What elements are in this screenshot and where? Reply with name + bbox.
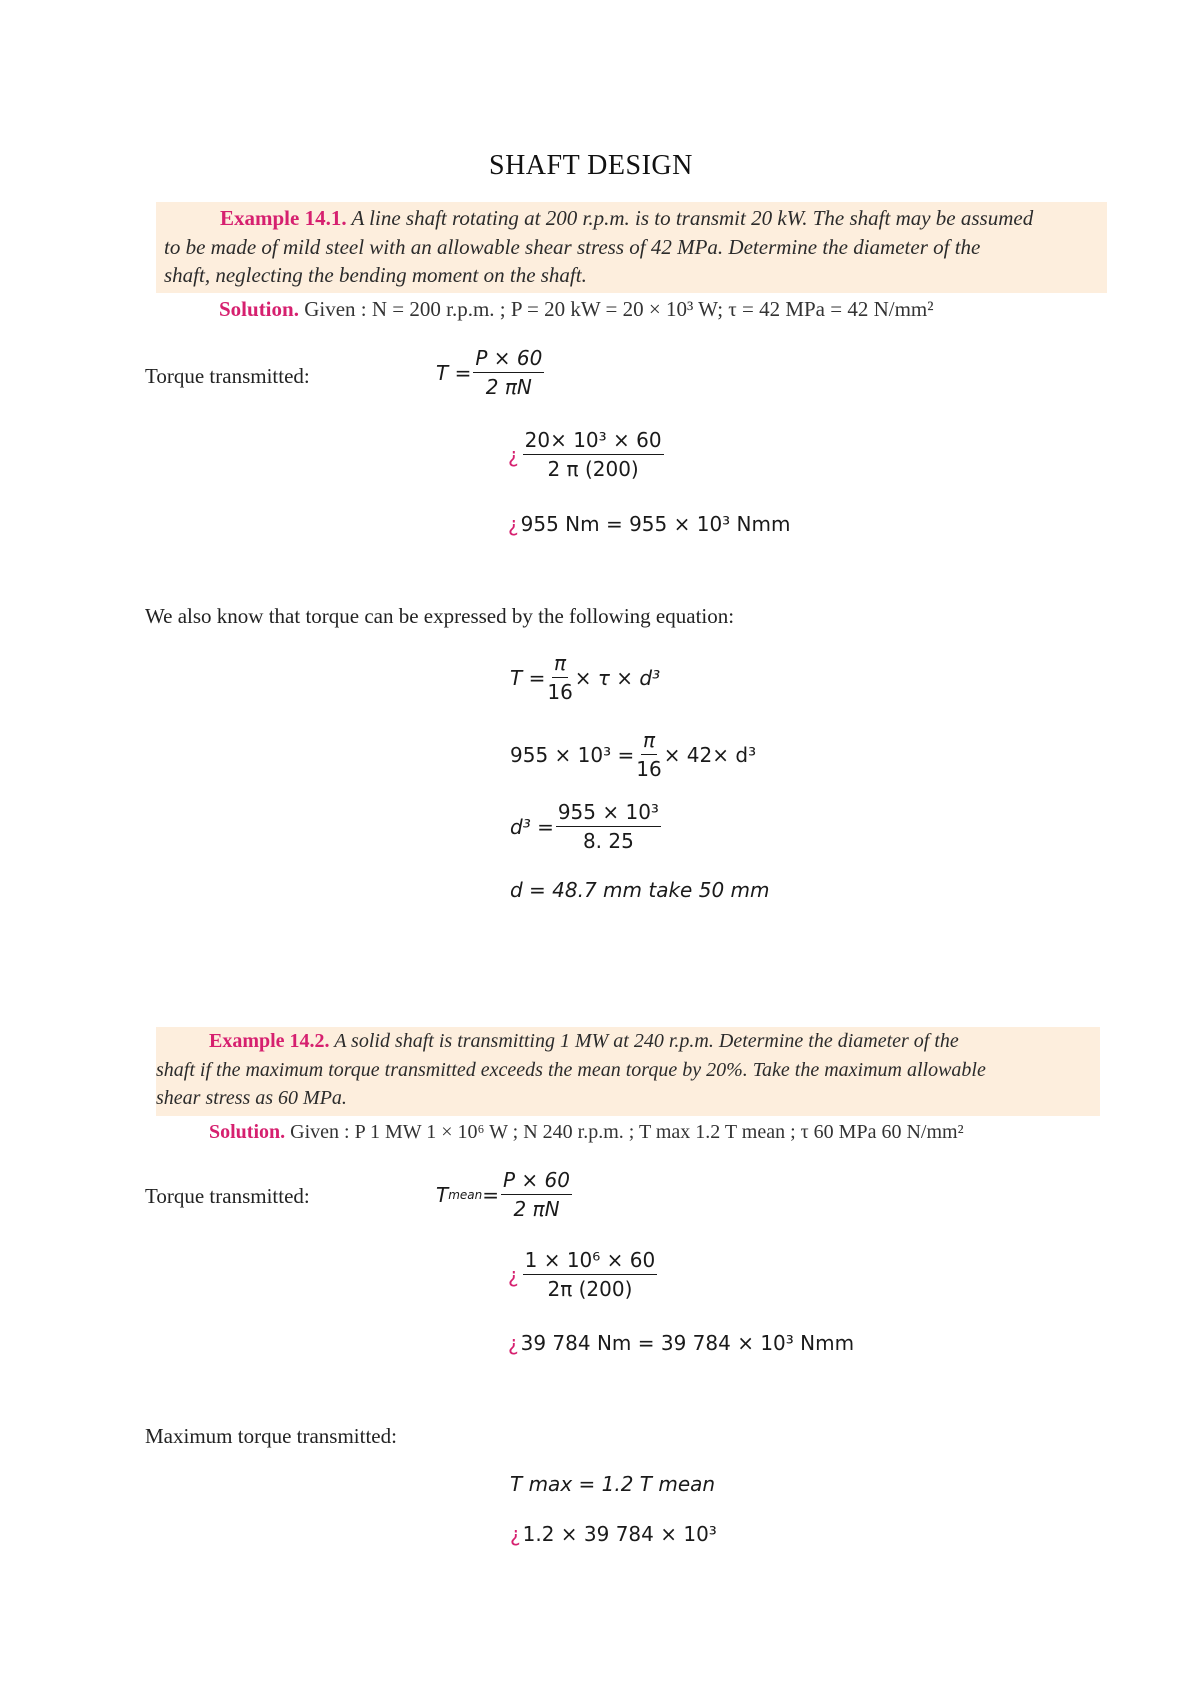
example-text-2: Example 14.2. A solid shaft is transmitting 1 MW at 240 r.p.m. Determine the diameter of the shaft if the maximum torque transmitted exceeds the mean torque by 20%. Take the maximum allowable shear stress as 60 MPa. bbox=[156, 1030, 986, 1109]
equation-mean-torque-3: ¿ 39 784 Nm = 39 784 × 10³ Nmm bbox=[508, 1331, 855, 1355]
equation-d-cubed: d³ = $\frac{\text{955 × 10³}}{8. 25}$ bbox=[510, 800, 659, 853]
example-label: Example 14.1. bbox=[220, 206, 347, 230]
equation-torque-1: T = $\frac{P \times 60}{2 \pi N}$ bbox=[436, 346, 543, 399]
equation-substitution: 955 × 10³ = $\frac{\pi}{16}$ × 42× d³ bbox=[510, 728, 757, 781]
equation-mean-torque-2: ¿ $\frac{\text{1 × 10⁶ × 60}}{2\pi (200)}$ bbox=[508, 1248, 656, 1301]
max-torque-label: Maximum torque transmitted: bbox=[145, 1424, 397, 1448]
equation-diameter: d = 48.7 mm take 50 mm bbox=[510, 878, 770, 902]
solution-line-1: Solution. Given : N = 200 r.p.m. ; P = 20 kW = 20 × 10³ W; τ = 42 MPa = 42 N/mm² bbox=[219, 297, 934, 321]
equation-max-torque-2: ¿ 1.2 × 39 784 × 10³ bbox=[510, 1522, 717, 1546]
page-title: SHAFT DESIGN bbox=[489, 150, 693, 181]
also-know-text: We also know that torque can be expressed by the following equation: bbox=[145, 604, 735, 628]
example-text-1: Example 14.1. A line shaft rotating at 200 r.p.m. is to transmit 20 kW. The shaft may be assumed to be made of mild steel with an allowable shear stress of 42 MPa. Determine the diameter of the shaft, neglecting the bending moment on the shaft. bbox=[164, 206, 1034, 287]
equation-torque-3: ¿ 955 Nm = 955 × 10³ Nmm bbox=[508, 512, 791, 536]
torque-label-1: Torque transmitted: bbox=[145, 364, 310, 388]
equation-max-torque-1: T max = 1.2 T mean bbox=[510, 1472, 716, 1496]
equation-mean-torque-1: T mean = $\frac{P \times 60}{2 \pi N}$ bbox=[436, 1168, 570, 1221]
torque-label-2: Torque transmitted: bbox=[145, 1184, 310, 1208]
example-label: Example 14.2. bbox=[209, 1030, 330, 1052]
solution-line-2: Solution. Given : P 1 MW 1 × 10⁶ W ; N 240 r.p.m. ; T max 1.2 T mean ; τ 60 MPa 60 N/mm² bbox=[209, 1121, 964, 1143]
equation-torque-formula: T = $\frac{\pi}{16}$ × τ × d³ bbox=[510, 651, 661, 704]
equation-torque-2: ¿ $\frac{\text{20× 10³ × 60}}{2 \pi (200)}$ bbox=[508, 428, 662, 481]
